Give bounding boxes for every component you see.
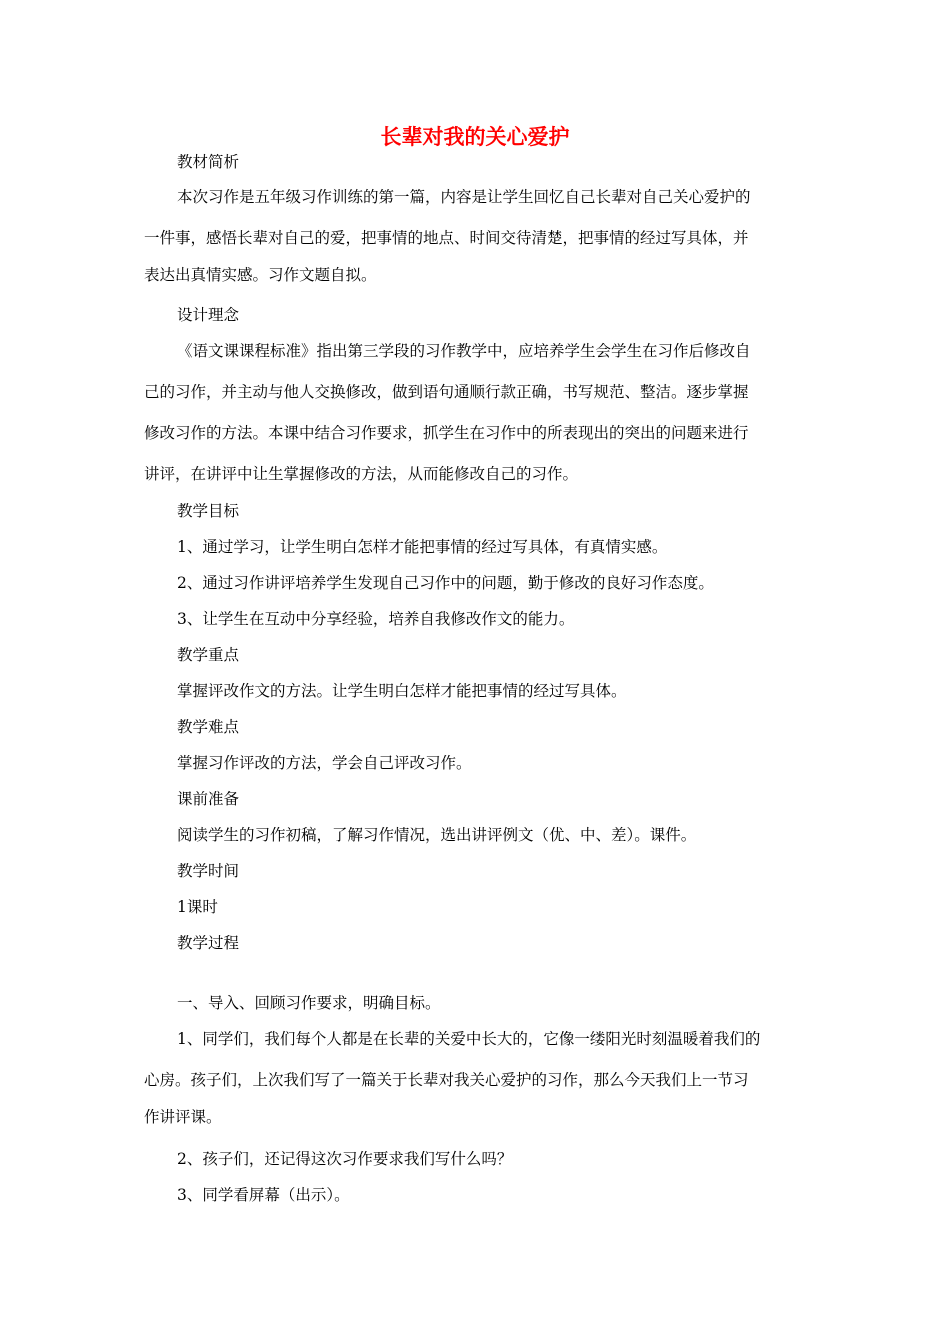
teaching-difficulty-text	[144, 751, 808, 775]
preparation-text	[144, 823, 808, 847]
heading-design-concept	[144, 303, 808, 327]
document-title: 长辈对我的关心爱护	[380, 125, 570, 149]
paragraph-line: 心房。孩子们，上次我们写了一篇关于长辈对我关心爱护的习作，那么今天我们上一节习	[144, 1071, 749, 1089]
line: 阅读学生的习作初稿，了解习作情况，选出讲评例文（优、中、差）。课件。	[177, 826, 697, 844]
heading-teaching-difficulty	[144, 715, 808, 739]
heading-teaching-process	[144, 931, 808, 955]
heading-preparation	[144, 787, 808, 811]
line: 教材简析	[177, 153, 240, 171]
line: 教学目标	[177, 502, 240, 520]
process-step-1-paragraph	[144, 1019, 808, 1134]
line: 教学重点	[177, 646, 240, 664]
paragraph-line: 讲评，在讲评中让生掌握修改的方法，从而能修改自己的习作。	[144, 465, 579, 483]
line: 1课时	[177, 898, 218, 916]
goal-item-3	[144, 607, 808, 631]
heading-teaching-time	[144, 859, 808, 883]
goal-item-1	[144, 535, 808, 559]
process-step-1-item-3	[144, 1183, 808, 1207]
line: 2、孩子们，还记得这次习作要求我们写什么吗？	[177, 1150, 513, 1168]
heading-teaching-focus	[144, 643, 808, 667]
line: 掌握习作评改的方法，学会自己评改习作。	[177, 754, 472, 772]
teaching-time-text	[144, 895, 808, 919]
goal-item-2	[144, 571, 808, 595]
teaching-focus-text	[144, 679, 808, 703]
line: 掌握评改作文的方法。让学生明白怎样才能把事情的经过写具体。	[177, 682, 627, 700]
paragraph-line: 表达出真情实感。习作文题自拟。	[144, 266, 377, 284]
paragraph-line: 修改习作的方法。本课中结合习作要求，抓学生在习作中的所表现出的突出的问题来进行	[144, 424, 749, 442]
heading-textbook-analysis	[144, 150, 808, 174]
process-step-1-heading	[144, 991, 808, 1015]
heading-teaching-goals	[144, 499, 808, 523]
line: 课前准备	[177, 790, 240, 808]
line: 一、导入、回顾习作要求，明确目标。	[177, 994, 441, 1012]
paragraph-design-concept	[144, 331, 808, 495]
line: 教学过程	[177, 934, 240, 952]
paragraph-line: 己的习作，并主动与他人交换修改，做到语句通顺行款正确，书写规范、整洁。逐步掌握	[144, 383, 749, 401]
process-step-1-item-2	[144, 1147, 808, 1171]
line: 教学时间	[177, 862, 240, 880]
paragraph-line: 1、同学们，我们每个人都是在长辈的关爱中长大的，它像一缕阳光时刻温暖着我们的	[177, 1030, 761, 1048]
line: 2、通过习作讲评培养学生发现自己习作中的问题，勤于修改的良好习作态度。	[177, 574, 714, 592]
line: 3、同学看屏幕（出示）。	[177, 1186, 350, 1204]
line: 教学难点	[177, 718, 240, 736]
paragraph-textbook-analysis	[144, 177, 808, 292]
paragraph-line: 作讲评课。	[144, 1108, 222, 1126]
paragraph-line: 《语文课课程标准》指出第三学段的习作教学中，应培养学生会学生在习作后修改自	[177, 342, 751, 360]
paragraph-line: 一件事，感悟长辈对自己的爱，把事情的地点、时间交待清楚，把事情的经过写具体，并	[144, 229, 749, 247]
line: 3、让学生在互动中分享经验，培养自我修改作文的能力。	[177, 610, 575, 628]
paragraph-line: 本次习作是五年级习作训练的第一篇，内容是让学生回忆自己长辈对自己关心爱护的	[177, 188, 751, 206]
line: 设计理念	[177, 306, 240, 324]
line: 1、通过学习，让学生明白怎样才能把事情的经过写具体，有真情实感。	[177, 538, 668, 556]
